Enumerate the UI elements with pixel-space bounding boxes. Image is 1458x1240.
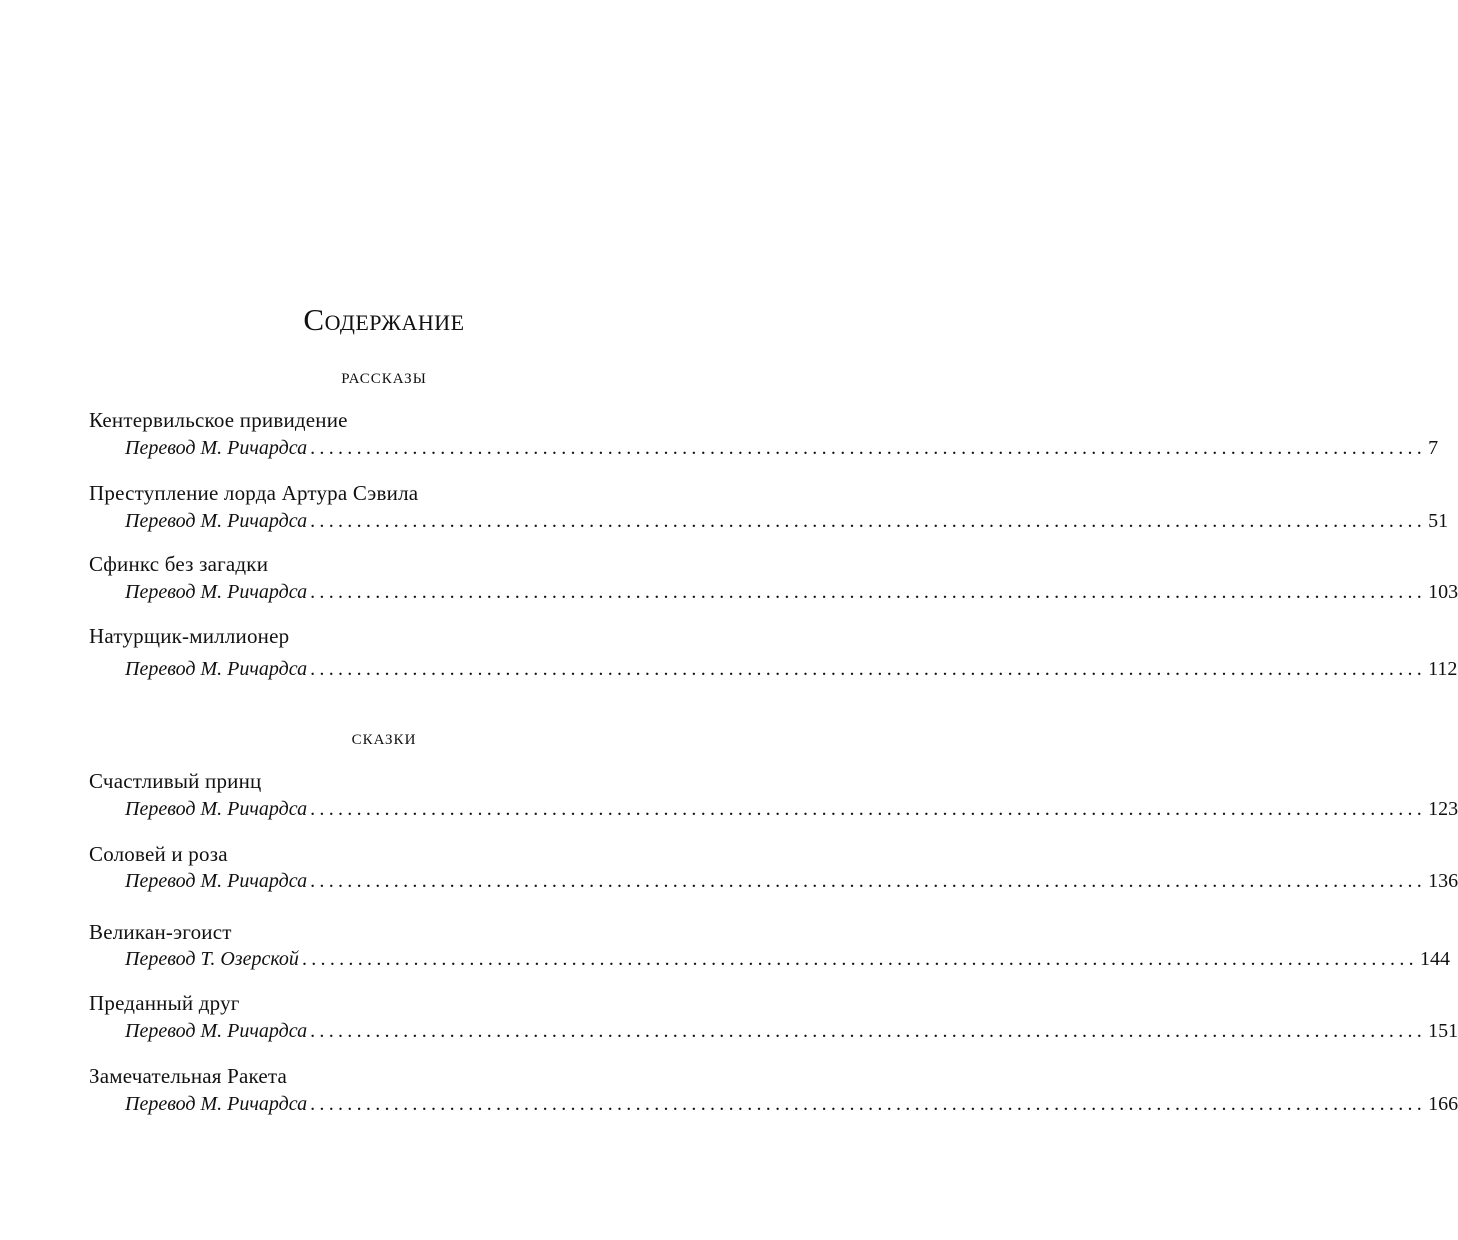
dot-leader: ........................................................................................................................ — [310, 581, 1427, 603]
page-number: 51 — [1428, 510, 1449, 532]
dot-leader: ........................................................................................................................ — [301, 948, 1418, 970]
entry-title[interactable]: Сфинкс без загадки — [89, 552, 269, 576]
dot-leader: ........................................................................................................................ — [310, 1020, 1427, 1042]
translator-credit: Перевод Т. Озерской — [125, 948, 299, 970]
page-number: 151 — [1428, 1020, 1458, 1042]
entry-line[interactable] — [125, 434, 1439, 462]
dot-leader: ........................................................................................................................ — [310, 437, 1427, 459]
entry-line[interactable] — [125, 507, 1449, 535]
dot-leader: ........................................................................................................................ — [310, 798, 1427, 820]
translator-credit: Перевод М. Ричардса — [125, 581, 308, 603]
entry-line[interactable] — [125, 945, 1450, 973]
page-number: 123 — [1428, 798, 1458, 820]
dot-leader: ........................................................................................................................ — [310, 1093, 1427, 1115]
dot-leader: ........................................................................................................................ — [310, 658, 1427, 680]
translator-credit: Перевод М. Ричардса — [125, 510, 308, 532]
section-heading-stories: рассказы — [341, 364, 427, 388]
entry-line[interactable] — [125, 867, 1458, 895]
translator-credit: Перевод М. Ричардса — [125, 798, 308, 820]
entry-title[interactable]: Великан-эгоист — [89, 920, 232, 944]
entry-title[interactable]: Кентервильское привидение — [89, 408, 348, 432]
page-number: 103 — [1428, 581, 1458, 603]
translator-credit: Перевод М. Ричардса — [125, 870, 308, 892]
entry-line[interactable] — [125, 578, 1458, 606]
section-heading-tales: сказки — [351, 725, 417, 749]
translator-credit: Перевод М. Ричардса — [125, 1093, 308, 1115]
entry-title[interactable]: Преступление лорда Артура Сэвила — [89, 481, 419, 505]
entry-title[interactable]: Счастливый принц — [89, 769, 262, 793]
dot-leader: ........................................................................................................................ — [310, 870, 1427, 892]
entry-line[interactable] — [125, 795, 1458, 823]
page-number: 166 — [1428, 1093, 1458, 1115]
page-number: 136 — [1428, 870, 1458, 892]
dot-leader: ........................................................................................................................ — [310, 510, 1427, 532]
entry-line[interactable] — [125, 655, 1458, 683]
translator-credit: Перевод М. Ричардса — [125, 437, 308, 459]
entry-title[interactable]: Преданный друг — [89, 991, 240, 1015]
entry-line[interactable] — [125, 1017, 1458, 1045]
entry-title[interactable]: Натурщик-миллионер — [89, 624, 290, 648]
entry-title[interactable]: Соловей и роза — [89, 842, 228, 866]
page-title: Содержание — [303, 302, 465, 337]
entry-line[interactable] — [125, 1090, 1458, 1118]
translator-credit: Перевод М. Ричардса — [125, 658, 308, 680]
translator-credit: Перевод М. Ричардса — [125, 1020, 308, 1042]
page-number: 7 — [1428, 437, 1439, 459]
page-number: 144 — [1419, 948, 1450, 970]
page-number: 112 — [1428, 658, 1458, 680]
entry-title[interactable]: Замечательная Ракета — [89, 1064, 288, 1088]
